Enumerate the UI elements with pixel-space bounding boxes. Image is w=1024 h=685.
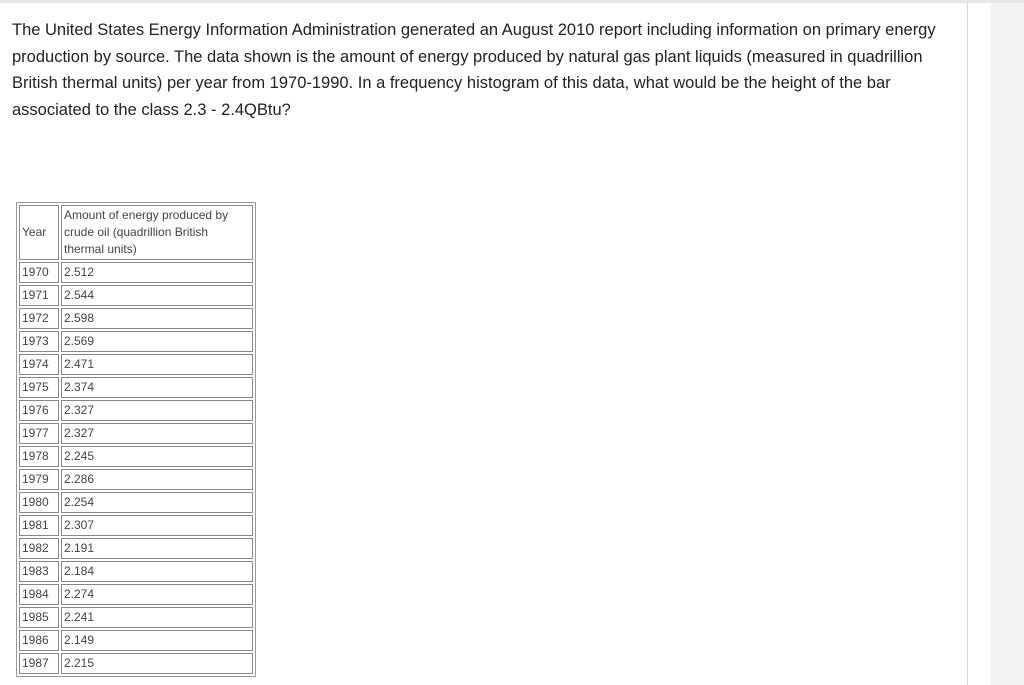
table-row	[19, 423, 253, 444]
year-cell: 1982	[19, 538, 59, 559]
energy-value-cell: 2.307	[61, 515, 253, 536]
energy-value-cell: 2.286	[61, 469, 253, 490]
year-cell: 1977	[19, 423, 59, 444]
table-row	[19, 538, 253, 559]
table-header-row	[19, 205, 253, 260]
table-row	[19, 492, 253, 513]
table-row	[19, 377, 253, 398]
table-row	[19, 630, 253, 651]
table-row	[19, 584, 253, 605]
energy-value-cell: 2.245	[61, 446, 253, 467]
energy-value-cell: 2.512	[61, 262, 253, 283]
year-cell: 1972	[19, 308, 59, 329]
table-row	[19, 515, 253, 536]
year-cell: 1986	[19, 630, 59, 651]
year-cell: 1975	[19, 377, 59, 398]
year-cell: 1973	[19, 331, 59, 352]
question-text: The United States Energy Information Administration generated an August 2010 report including information on primary energy production by source. The data shown is the amount of energy produced by natural gas plant liquids (measured in quadrillion British thermal units) per year from 1970-1990. In a frequency histogram of this data, what would be the height of the bar associated to the class 2.3 - 2.4QBtu?	[12, 21, 936, 119]
year-cell: 1976	[19, 400, 59, 421]
year-cell: 1983	[19, 561, 59, 582]
table-row	[19, 400, 253, 421]
table-row	[19, 331, 253, 352]
energy-value-cell: 2.327	[61, 400, 253, 421]
year-cell: 1980	[19, 492, 59, 513]
table-row	[19, 653, 253, 674]
table-row	[19, 469, 253, 490]
table-row	[19, 262, 253, 283]
table-row	[19, 607, 253, 628]
year-cell: 1978	[19, 446, 59, 467]
energy-value-cell: 2.569	[61, 331, 253, 352]
year-cell: 1971	[19, 285, 59, 306]
energy-value-cell: 2.544	[61, 285, 253, 306]
header-amount: Amount of energy produced by crude oil (quadrillion British thermal units)	[61, 205, 253, 260]
table-row	[19, 354, 253, 375]
year-cell: 1985	[19, 607, 59, 628]
energy-data-table	[16, 202, 256, 677]
year-cell: 1979	[19, 469, 59, 490]
energy-value-cell: 2.374	[61, 377, 253, 398]
table-row	[19, 446, 253, 467]
energy-value-cell: 2.184	[61, 561, 253, 582]
energy-value-cell: 2.254	[61, 492, 253, 513]
energy-value-cell: 2.274	[61, 584, 253, 605]
year-cell: 1984	[19, 584, 59, 605]
year-cell: 1987	[19, 653, 59, 674]
energy-value-cell: 2.241	[61, 607, 253, 628]
energy-value-cell: 2.149	[61, 630, 253, 651]
header-year: Year	[19, 205, 59, 260]
year-cell: 1970	[19, 262, 59, 283]
energy-value-cell: 2.191	[61, 538, 253, 559]
right-gutter	[990, 3, 1024, 685]
table-row	[19, 561, 253, 582]
year-cell: 1974	[19, 354, 59, 375]
table-row	[19, 285, 253, 306]
year-cell: 1981	[19, 515, 59, 536]
table-row	[19, 308, 253, 329]
energy-value-cell: 2.215	[61, 653, 253, 674]
energy-value-cell: 2.598	[61, 308, 253, 329]
energy-value-cell: 2.471	[61, 354, 253, 375]
energy-value-cell: 2.327	[61, 423, 253, 444]
question-panel	[0, 3, 968, 685]
